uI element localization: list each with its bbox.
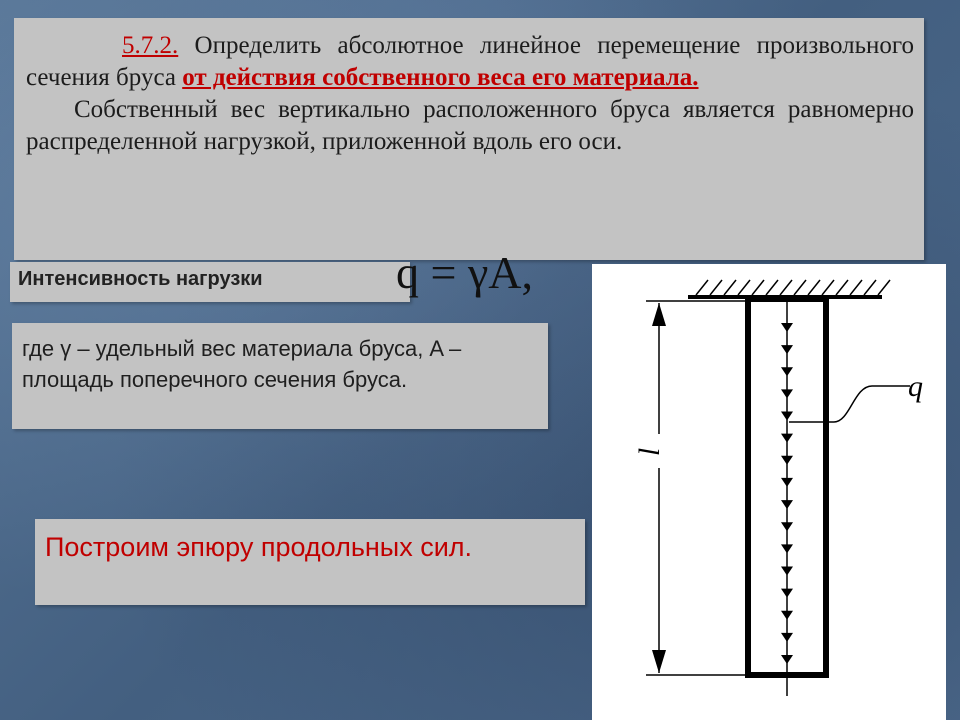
problem-number: 5.7.2. <box>122 32 179 59</box>
load-arrow <box>781 367 793 376</box>
load-leader-line <box>789 386 910 422</box>
hatch-stroke <box>836 280 848 295</box>
load-arrow <box>781 389 793 398</box>
load-arrow <box>781 589 793 598</box>
hatch-stroke <box>794 280 806 295</box>
problem-text: Определить абсолютное линейное перемещение произвольного сечения бруса <box>26 32 914 91</box>
load-arrow <box>781 655 793 664</box>
hatch-stroke <box>696 280 708 295</box>
load-arrow <box>781 456 793 465</box>
support-hatching <box>696 280 890 295</box>
load-arrow <box>781 566 793 575</box>
self-weight-paragraph: Собственный вес вертикально расположенного бруса является равномерно распределенной нагрузкой, приложенной вдоль его оси. <box>26 96 914 155</box>
hatch-stroke <box>738 280 750 295</box>
hatch-stroke <box>850 280 862 295</box>
bar-diagram <box>592 264 946 720</box>
hatch-stroke <box>710 280 722 295</box>
hatch-stroke <box>822 280 834 295</box>
load-arrow <box>781 611 793 620</box>
load-arrow <box>781 412 793 421</box>
load-label: q <box>908 370 923 403</box>
dimension-arrow-top <box>652 303 666 326</box>
load-arrow <box>781 544 793 553</box>
problem-paragraph <box>26 30 914 94</box>
load-arrow <box>781 633 793 642</box>
bar-diagram-panel <box>592 264 946 720</box>
build-diagram-text: Построим эпюру продольных сил. <box>45 532 473 562</box>
load-arrow <box>781 345 793 354</box>
hatch-stroke <box>878 280 890 295</box>
dimension-arrow-bottom <box>652 650 666 673</box>
build-diagram-box <box>35 519 585 605</box>
load-arrow <box>781 434 793 443</box>
intensity-label-box <box>10 262 410 302</box>
hatch-stroke <box>724 280 736 295</box>
intensity-label: Интенсивность нагрузки <box>18 268 263 290</box>
hatch-stroke <box>808 280 820 295</box>
hatch-stroke <box>752 280 764 295</box>
problem-statement-box <box>14 18 924 260</box>
length-label: l <box>633 447 666 457</box>
load-arrow <box>781 500 793 509</box>
hatch-stroke <box>766 280 778 295</box>
load-arrow <box>781 522 793 531</box>
load-arrow <box>781 323 793 332</box>
load-formula: q = γA, <box>396 247 533 298</box>
hatch-stroke <box>780 280 792 295</box>
hatch-stroke <box>864 280 876 295</box>
load-arrow <box>781 478 793 487</box>
problem-highlight: от действия собственного веса его материала. <box>182 64 699 91</box>
definitions-text: где γ – удельный вес материала бруса, A – площадь поперечного сечения бруса. <box>22 336 462 392</box>
definitions-box <box>12 323 548 429</box>
